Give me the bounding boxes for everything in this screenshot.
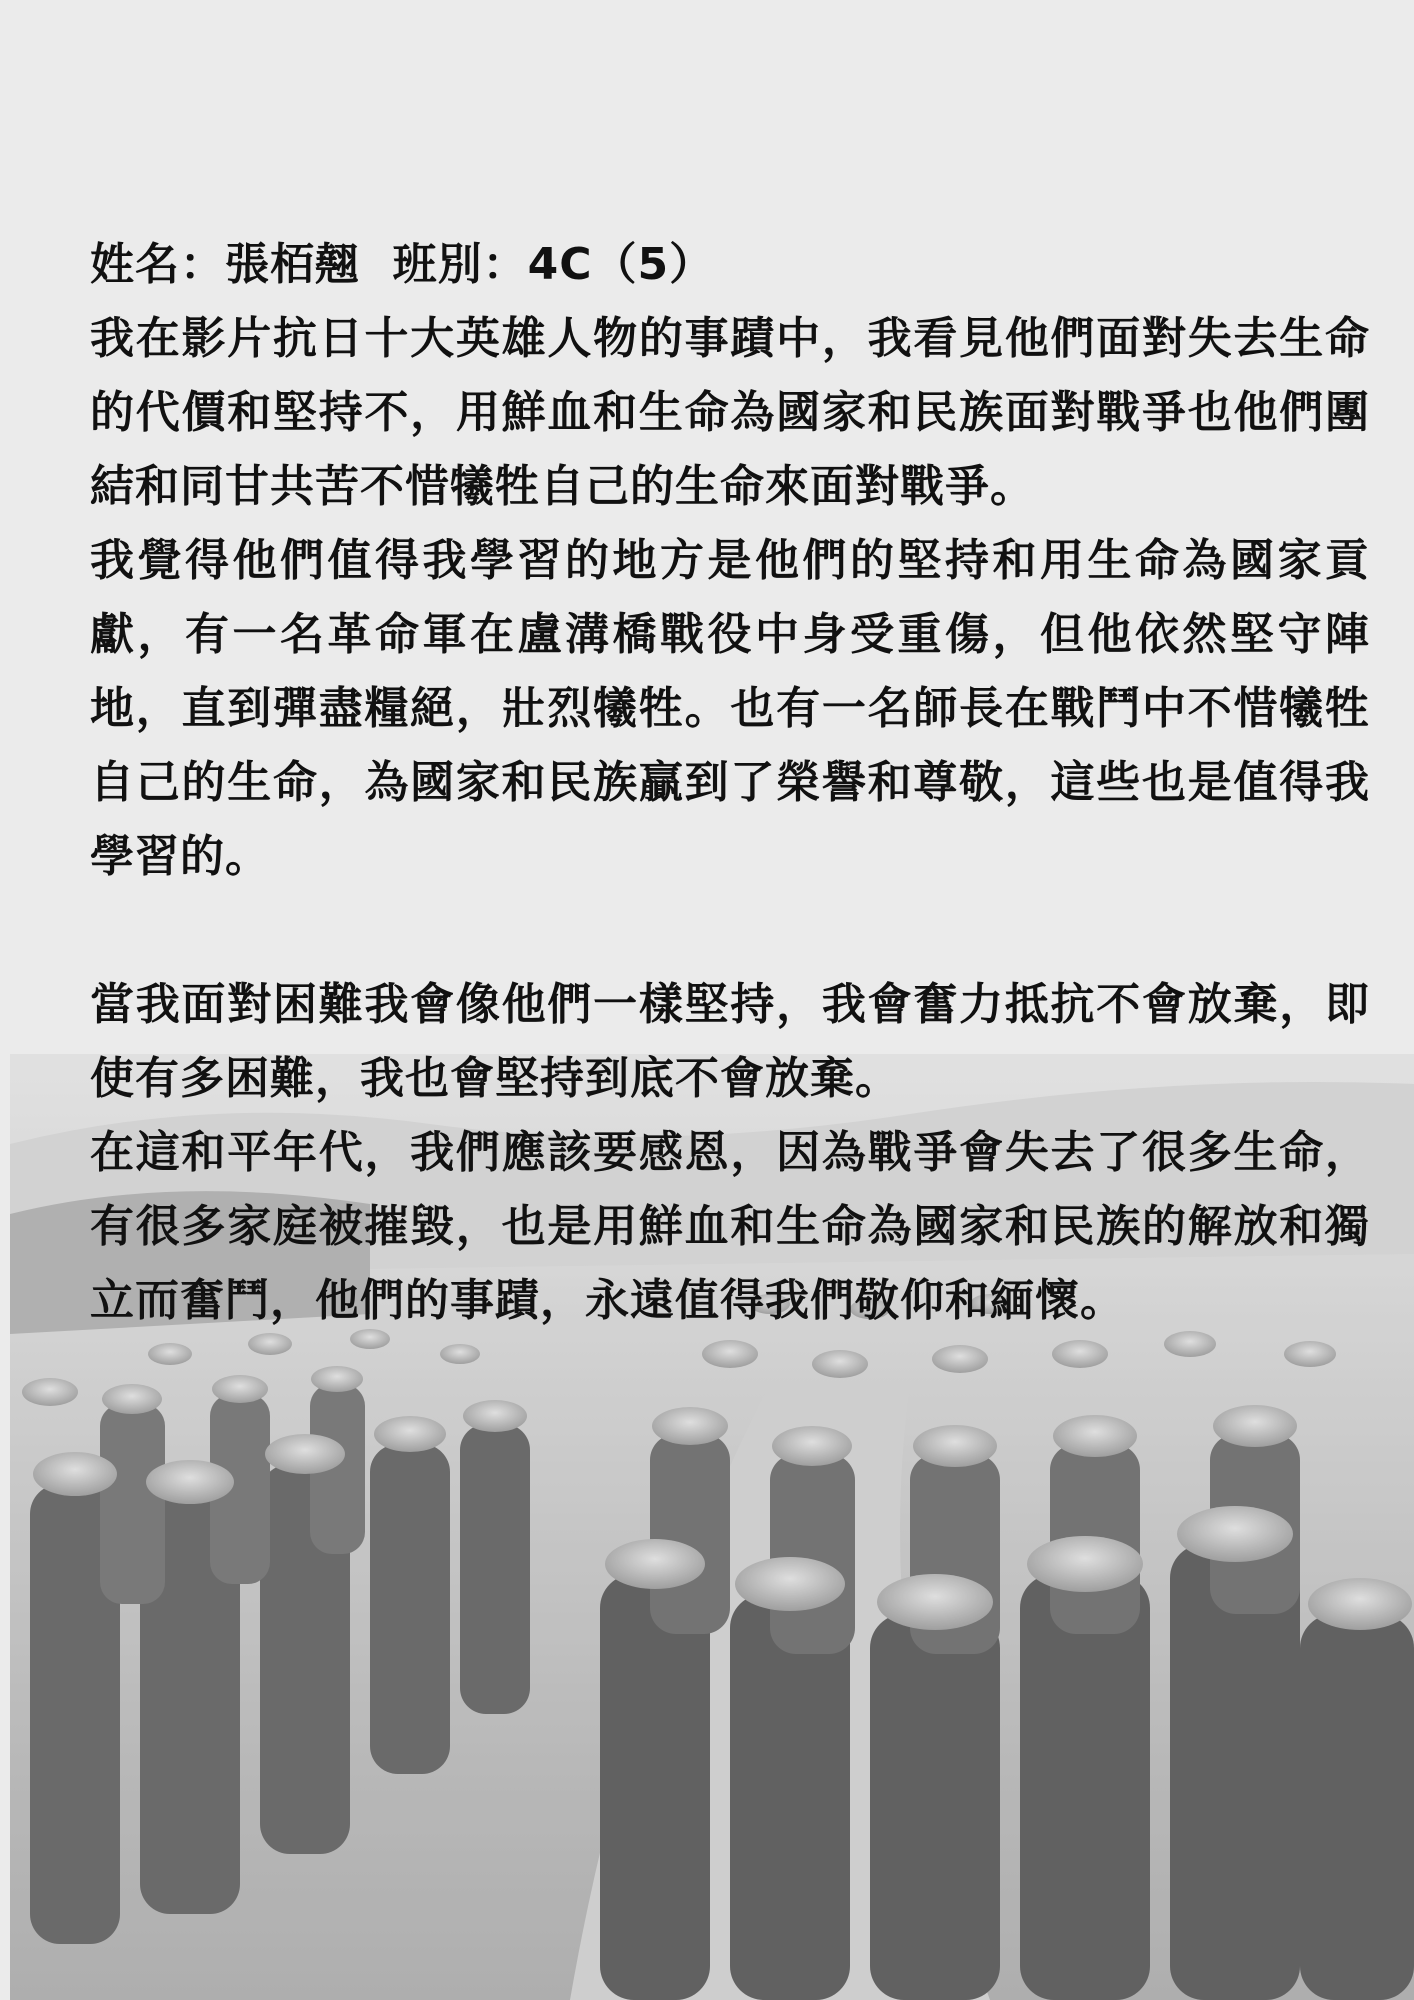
paragraph-spacer (90, 894, 1370, 968)
class-label: 班別： (392, 239, 528, 290)
name-label: 姓名： (90, 239, 225, 290)
paragraph-3: 當我面對困難我會像他們一樣堅持，我會奮力抵抗不會放棄，即使有多困難，我也會堅持到底不會放棄。 (90, 979, 1370, 1104)
paragraph-4: 在這和平年代，我們應該要感恩，因為戰爭會失去了很多生命，有很多家庭被摧毀，也是用鮮血和生命為國家和民族的解放和獨立而奮鬥，他們的事蹟，永遠值得我們敬仰和緬懷。 (90, 1127, 1370, 1326)
paragraph-2: 我覺得他們值得我學習的地方是他們的堅持和用生命為國家貢獻，有一名革命軍在盧溝橋戰役中身受重傷，但他依然堅守陣地，直到彈盡糧絕，壯烈犧牲。也有一名師長在戰鬥中不惜犧牲自己的生命，為國家和民族贏到了榮譽和尊敬，這些也是值得我學習的。 (90, 535, 1370, 882)
essay-text (90, 228, 1370, 1338)
student-info-line (90, 228, 1370, 302)
paragraph-1: 我在影片抗日十大英雄人物的事蹟中，我看見他們面對失去生命的代價和堅持不，用鮮血和生命為國家和民族面對戰爭也他們團結和同甘共苦不惜犧牲自己的生命來面對戰爭。 (90, 313, 1370, 512)
student-name: 張栢翹 (225, 239, 360, 290)
class-value: 4C（5） (527, 239, 715, 290)
